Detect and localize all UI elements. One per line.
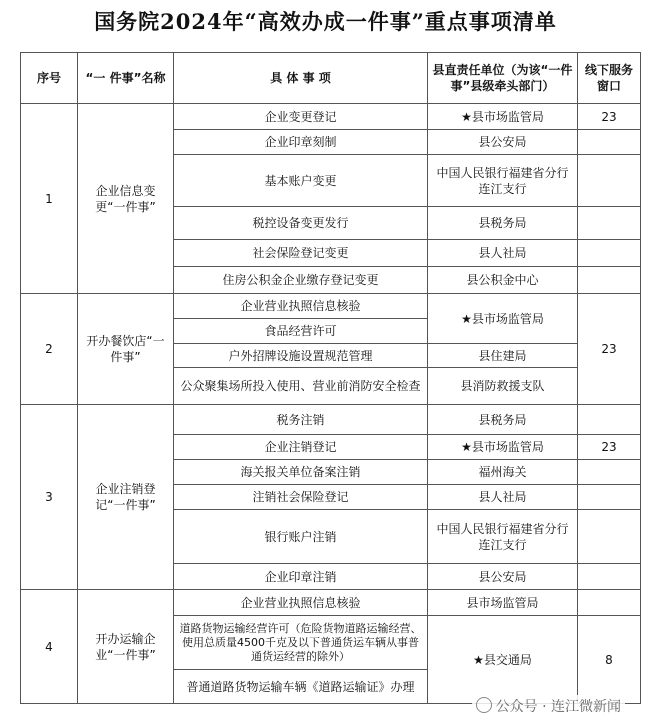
window-cell	[578, 564, 641, 590]
item-cell: 企业印章刻制	[174, 130, 428, 155]
table-row	[21, 104, 641, 130]
window-cell	[578, 130, 641, 155]
group-4-seq: 4	[21, 590, 78, 704]
item-cell: 户外招牌设施设置规范管理	[174, 344, 428, 368]
unit-cell: 县税务局	[428, 207, 578, 240]
window-cell	[578, 207, 641, 240]
item-cell: 基本账户变更	[174, 155, 428, 207]
window-cell	[578, 510, 641, 564]
group-4-name: 开办运输企业“一件事”	[78, 590, 174, 704]
watermark-text: 公众号 · 连江微新闻	[495, 699, 621, 715]
group-1-seq: 1	[21, 104, 78, 294]
unit-cell: 中国人民银行福建省分行连江支行	[428, 510, 578, 564]
unit-cell: 县市场监管局	[428, 590, 578, 616]
unit-cell: 县公安局	[428, 130, 578, 155]
page-title: 国务院2024年“高效办成一件事”重点事项清单	[94, 9, 557, 34]
unit-cell: 县住建局	[428, 344, 578, 368]
unit-cell: ★县市场监管局	[428, 104, 578, 130]
window-cell: 23	[578, 104, 641, 130]
window-cell	[578, 485, 641, 510]
header-unit: 县直责任单位（为该“一件事”县级牵头部门）	[428, 53, 578, 104]
matters-table	[20, 52, 641, 704]
window-cell	[578, 460, 641, 485]
window-cell: 8	[578, 616, 641, 704]
unit-cell: 县公积金中心	[428, 267, 578, 294]
window-cell	[578, 240, 641, 267]
unit-cell: 县消防救援支队	[428, 368, 578, 405]
header-items: 具 体 事 项	[174, 53, 428, 104]
header-name: “一 件事”名称	[78, 53, 174, 104]
group-3-name: 企业注销登记“一件事”	[78, 405, 174, 590]
watermark	[472, 695, 625, 717]
group-2-name: 开办餐饮店“一件事”	[78, 294, 174, 405]
header-row	[21, 53, 641, 104]
item-cell: 税务注销	[174, 405, 428, 435]
window-cell	[578, 155, 641, 207]
item-cell: 普通道路货物运输车辆《道路运输证》办理	[174, 670, 428, 704]
group-1-name: 企业信息变更“一件事”	[78, 104, 174, 294]
item-cell: 税控设备变更发行	[174, 207, 428, 240]
window-cell: 23	[578, 294, 641, 405]
item-cell: 社会保险登记变更	[174, 240, 428, 267]
unit-cell: 县人社局	[428, 240, 578, 267]
header-seq: 序号	[21, 53, 78, 104]
unit-cell: 县税务局	[428, 405, 578, 435]
item-cell: 住房公积金企业缴存登记变更	[174, 267, 428, 294]
header-window: 线下服务窗口	[578, 53, 641, 104]
table-row	[21, 405, 641, 435]
group-2-seq: 2	[21, 294, 78, 405]
unit-cell: ★县交通局	[428, 616, 578, 704]
window-cell: 23	[578, 435, 641, 460]
unit-cell: 县公安局	[428, 564, 578, 590]
unit-cell: 福州海关	[428, 460, 578, 485]
item-cell: 企业营业执照信息核验	[174, 294, 428, 319]
window-cell	[578, 267, 641, 294]
item-cell: 银行账户注销	[174, 510, 428, 564]
group-3-seq: 3	[21, 405, 78, 590]
item-cell: 公众聚集场所投入使用、营业前消防安全检查	[174, 368, 428, 405]
unit-cell: 中国人民银行福建省分行连江支行	[428, 155, 578, 207]
item-cell: 企业注销登记	[174, 435, 428, 460]
item-cell: 食品经营许可	[174, 319, 428, 344]
window-cell	[578, 405, 641, 435]
item-cell: 道路货物运输经营许可（危险货物道路运输经营、使用总质量4500千克及以下普通货运车辆从事普通货运经营的除外）	[174, 616, 428, 670]
item-cell: 海关报关单位备案注销	[174, 460, 428, 485]
unit-cell: 县人社局	[428, 485, 578, 510]
table-row	[21, 294, 641, 319]
item-cell: 企业变更登记	[174, 104, 428, 130]
item-cell: 注销社会保险登记	[174, 485, 428, 510]
item-cell: 企业印章注销	[174, 564, 428, 590]
item-cell: 企业营业执照信息核验	[174, 590, 428, 616]
wechat-official-account-icon	[476, 697, 492, 713]
unit-cell: ★县市场监管局	[428, 294, 578, 344]
unit-cell: ★县市场监管局	[428, 435, 578, 460]
window-cell	[578, 590, 641, 616]
table-row	[21, 590, 641, 616]
